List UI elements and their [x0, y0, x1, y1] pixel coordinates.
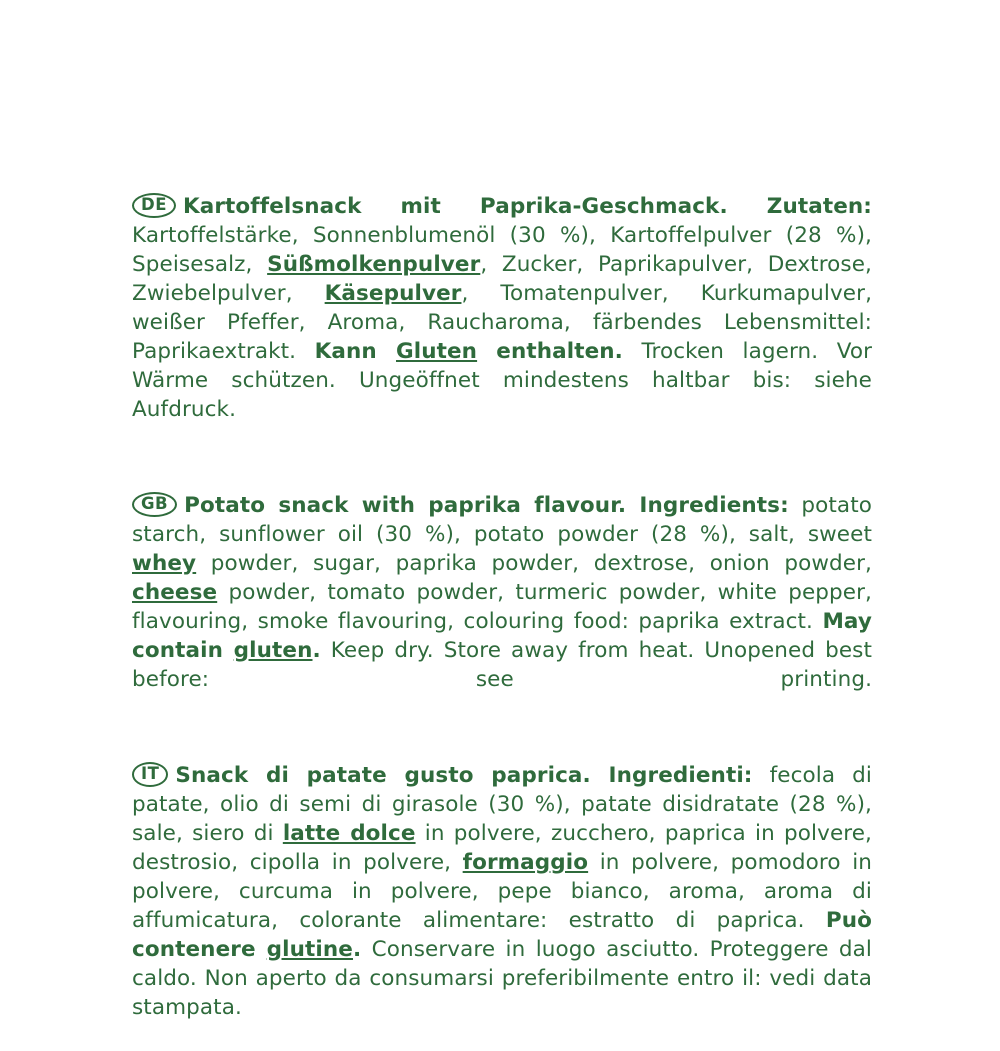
allergen-warning-de-suffix: enthalten. [477, 338, 623, 364]
ingredients-paragraph-it [132, 761, 872, 1051]
ingredients-text-gb-0: potato starch, sunflower oil (30 %), potato powder (28 %), salt, sweet [132, 492, 872, 547]
ingredients-text-it-2: in polvere, zucchero, paprica in polvere, destrosio, cipolla in polvere, [132, 820, 872, 875]
allergen-warning-it-suffix: . [352, 936, 362, 962]
storage-text-de: Trocken lagern. Vor Wärme schützen. Ungeöffnet mindestens haltbar bis: siehe Aufdruck. [132, 338, 873, 422]
allergen-gb-whey: whey [132, 550, 197, 576]
allergen-it-latte-dolce: latte dolce [282, 820, 416, 846]
ingredients-text-gb-4: powder, tomato powder, turmeric powder, white pepper, flavouring, smoke flavouring, colouring food: paprika extract. [132, 579, 872, 634]
product-heading-de: Kartoffelsnack mit Paprika-Geschmack. Zutaten: [182, 193, 872, 219]
language-block-gb [132, 491, 872, 723]
product-heading-it: Snack di patate gusto paprica. Ingredienti: [175, 762, 753, 788]
storage-text-it: Conservare in luogo asciutto. Proteggere dal caldo. Non aperto da consumarsi preferibilmente entro il: vedi data stampata. [132, 936, 872, 1020]
allergen-de-whey-powder: Süßmolkenpulver [267, 251, 481, 277]
language-block-de [132, 192, 872, 453]
allergen-de-gluten: Gluten [396, 338, 478, 364]
allergen-it-glutine: glutine [266, 936, 353, 962]
allergen-warning-gb-suffix: . [312, 637, 321, 663]
ingredients-text-de-2: , Zucker, Paprikapulver, Dextrose, Zwiebelpulver, [132, 251, 872, 306]
allergen-warning-gb-prefix: May contain [132, 608, 872, 663]
product-heading-gb: Potato snack with paprika flavour. Ingredients: [184, 492, 789, 518]
allergen-warning-it-prefix: Può contenere [132, 907, 872, 962]
language-badge-de: DE [132, 193, 176, 218]
language-badge-it: IT [132, 762, 168, 787]
allergen-gb-cheese: cheese [132, 579, 218, 605]
allergen-warning-de-prefix: Kann [314, 338, 396, 364]
ingredients-paragraph-de [132, 192, 872, 453]
ingredients-text-de-4: , Tomatenpulver, Kurkumapulver, weißer Pfeffer, Aroma, Raucharoma, färbendes Lebensmittel: Paprikaextrakt. [132, 280, 872, 364]
ingredients-text-gb-2: powder, sugar, paprika powder, dextrose, onion powder, [196, 550, 872, 576]
allergen-gb-gluten: gluten [233, 637, 313, 663]
storage-text-gb: Keep dry. Store away from heat. Unopened best before: see printing. [132, 637, 872, 692]
ingredients-paragraph-gb [132, 491, 872, 723]
ingredients-text-it-4: in polvere, pomodoro in polvere, curcuma in polvere, pepe bianco, aroma, aroma di affumicatura, colorante alimentare: estratto di paprica. [132, 849, 872, 933]
ingredients-text-de-0: Kartoffelstärke, Sonnenblumenöl (30 %), Kartoffelpulver (28 %), Speisesalz, [132, 222, 872, 277]
language-block-it [132, 761, 872, 1051]
allergen-it-formaggio: formaggio [462, 849, 589, 875]
ingredients-text-it-0: fecola di patate, olio di semi di girasole (30 %), patate disidratate (28 %), sale, siero di [132, 762, 872, 846]
language-badge-gb: GB [132, 492, 177, 517]
allergen-de-cheese-powder: Käsepulver [324, 280, 462, 306]
